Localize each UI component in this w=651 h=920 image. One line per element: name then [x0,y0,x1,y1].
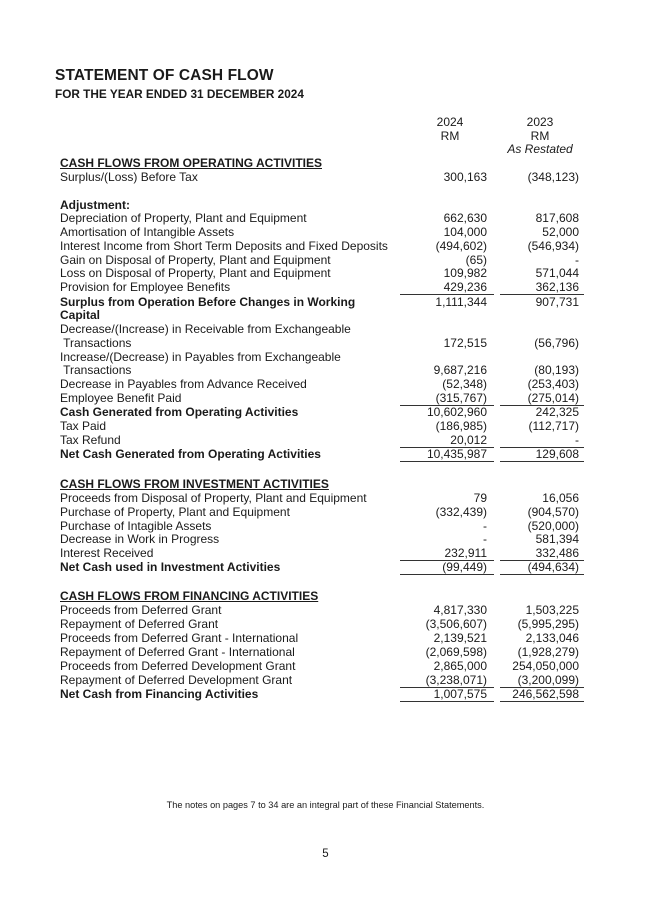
subtotal-row: Cash Generated from Operating Activities 10,602,960 242,325 [60,405,579,419]
table-row: Interest Received 232,911 332,486 [60,546,579,560]
section-heading-financing: CASH FLOWS FROM FINANCING ACTIVITIES [60,589,319,603]
section-heading-operating: CASH FLOWS FROM OPERATING ACTIVITIES [60,156,322,170]
table-row: Purchase of Intagible Assets - (520,000) [60,519,579,533]
table-row: Purchase of Property, Plant and Equipment (332,439) (904,570) [60,505,579,519]
table-row: Proceeds from Deferred Grant - International 2,139,521 2,133,046 [60,631,579,645]
col-header-2023: 2023 [526,115,554,129]
table-row: Proceeds from Disposal of Property, Plant and Equipment 79 16,056 [60,491,579,505]
total-row: Net Cash used in Investment Activities (99,449) (494,634) [60,560,579,574]
table-row: Transactions 9,687,216 (80,193) [60,363,579,377]
table-row: Repayment of Deferred Development Grant (3,238,071) (3,200,099) [60,673,579,687]
table-row: Decrease in Payables from Advance Received (52,348) (253,403) [60,377,579,391]
table-row: Employee Benefit Paid (315,767) (275,014) [60,391,579,405]
table-row: Amortisation of Intangible Assets 104,000 52,000 [60,225,579,239]
table-row: Gain on Disposal of Property, Plant and Equipment (65) - [60,253,579,267]
table-row: Proceeds from Deferred Grant 4,817,330 1,503,225 [60,603,579,617]
total-double-line [500,461,584,462]
total-row: Net Cash from Financing Activities 1,007,575 246,562,598 [60,687,579,701]
table-row: Surplus/(Loss) Before Tax 300,163 (348,123) [60,170,579,184]
page-title: STATEMENT OF CASH FLOW [55,67,274,84]
table-row: Increase/(Decrease) in Payables from Exchangeable [60,350,341,364]
col-restated: As Restated [507,142,573,156]
page-number: 5 [322,848,329,860]
table-row: Repayment of Deferred Grant - International (2,069,598) (1,928,279) [60,645,579,659]
table-row: Provision for Employee Benefits 429,236 362,136 [60,280,579,294]
page-subtitle: FOR THE YEAR ENDED 31 DECEMBER 2024 [55,87,304,101]
total-double-line [400,461,494,462]
total-double-line [500,701,584,702]
col-header-2024: 2024 [436,115,464,129]
table-row: Loss on Disposal of Property, Plant and Equipment 109,982 571,044 [60,266,579,280]
table-row: Repayment of Deferred Grant (3,506,607) (5,995,295) [60,617,579,631]
table-row: Decrease/(Increase) in Receivable from Exchangeable [60,322,351,336]
total-double-line [400,701,494,702]
col-unit-2023: RM [530,129,550,143]
table-row: Transactions 172,515 (56,796) [60,336,579,350]
table-row: Tax Refund 20,012 - [60,433,579,447]
total-double-line [400,574,494,575]
table-row: Proceeds from Deferred Development Grant 2,865,000 254,050,000 [60,659,579,673]
adjustment-heading: Adjustment: [60,198,130,212]
table-row: Interest Income from Short Term Deposits and Fixed Deposits (494,602) (546,934) [60,239,579,253]
subtotal-row: Surplus from Operation Before Changes in Working 1,111,344 907,731 [60,295,579,309]
table-row: Tax Paid (186,985) (112,717) [60,419,579,433]
table-row: Decrease in Work in Progress - 581,394 [60,532,579,546]
subtotal-row-continued: Capital [60,308,101,322]
total-row: Net Cash Generated from Operating Activities 10,435,987 129,608 [60,447,579,461]
table-row: Depreciation of Property, Plant and Equipment 662,630 817,608 [60,211,579,225]
col-unit-2024: RM [440,129,460,143]
footer-note: The notes on pages 7 to 34 are an integral part of these Financial Statements. [166,800,485,810]
total-double-line [500,574,584,575]
section-heading-investment: CASH FLOWS FROM INVESTMENT ACTIVITIES [60,477,329,491]
